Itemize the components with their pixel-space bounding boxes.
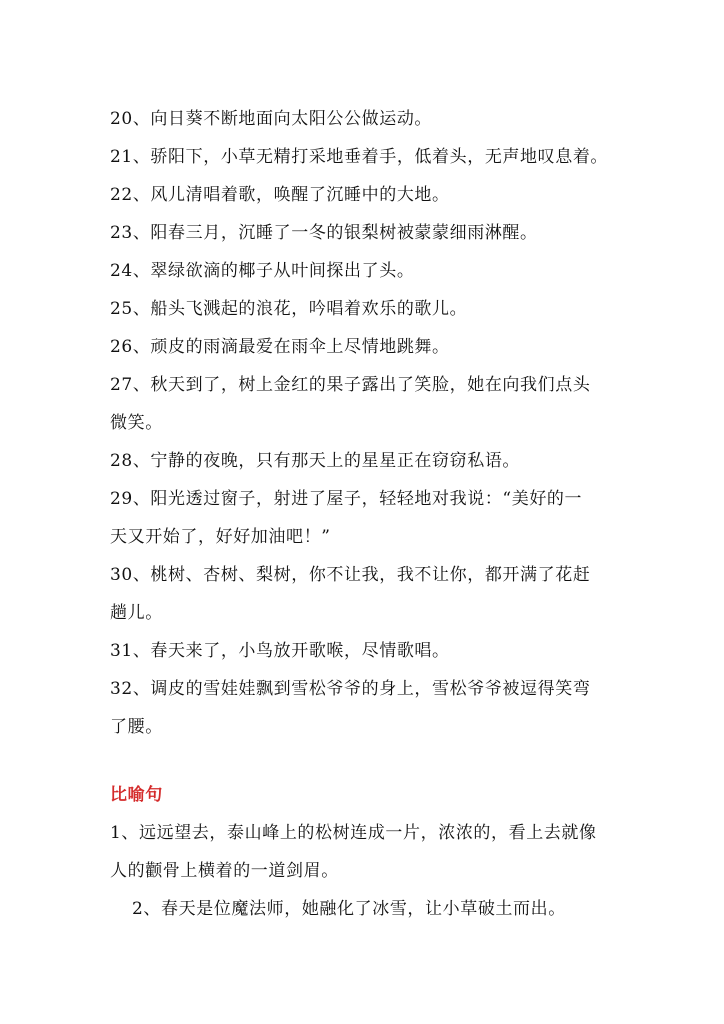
sentence-line: 29、阳光透过窗子，射进了屋子，轻轻地对我说：“美好的一	[110, 489, 583, 509]
section-spacer	[110, 746, 630, 776]
section-heading: 比喻句	[110, 785, 163, 805]
sentence-item-31	[110, 632, 630, 670]
sentence-line: 2、春天是位魔法师，她融化了冰雪，让小草破土而出。	[132, 899, 566, 919]
document-page	[110, 100, 630, 928]
sentence-item-29	[110, 480, 630, 556]
sentence-line: 32、调皮的雪娃娃飘到雪松爷爷的身上，雪松爷爷被逗得笑弯	[110, 679, 591, 699]
sentence-line: 27、秋天到了，树上金红的果子露出了笑脸，她在向我们点头	[110, 375, 591, 395]
sentence-item-26	[110, 328, 630, 366]
sentence-item-24	[110, 252, 630, 290]
sentence-item-21	[110, 138, 630, 176]
sentence-item-25	[110, 290, 630, 328]
sentence-line: 22、风儿清唱着歌，唤醒了沉睡中的大地。	[110, 185, 450, 205]
sentence-line-continued: 微笑。	[110, 413, 163, 433]
sentence-item-32	[110, 670, 630, 746]
sentence-line: 23、阳春三月，沉睡了一冬的银梨树被蒙蒙细雨淋醒。	[110, 223, 538, 243]
sentence-line: 31、春天来了，小鸟放开歌喉，尽情歌唱。	[110, 641, 450, 661]
sentence-line: 25、船头飞溅起的浪花，吟唱着欢乐的歌儿。	[110, 299, 468, 319]
sentence-item-20	[110, 100, 630, 138]
sentence-line: 26、顽皮的雨滴最爱在雨伞上尽情地跳舞。	[110, 337, 450, 357]
sentence-line-continued: 人的颧骨上横着的一道剑眉。	[110, 861, 339, 881]
metaphor-item-2	[110, 890, 630, 928]
sentence-line: 24、翠绿欲滴的椰子从叶间探出了头。	[110, 261, 415, 281]
sentence-line: 20、向日葵不断地面向太阳公公做运动。	[110, 109, 433, 129]
sentence-item-22	[110, 176, 630, 214]
sentence-item-27	[110, 366, 630, 442]
sentence-item-30	[110, 556, 630, 632]
sentence-line-continued: 了腰。	[110, 717, 163, 737]
sentence-item-23	[110, 214, 630, 252]
metaphor-item-1	[110, 814, 630, 890]
sentence-line-continued: 天又开始了，好好加油吧！”	[110, 527, 331, 547]
sentence-line: 1、远远望去，泰山峰上的松树连成一片，浓浓的，看上去就像	[110, 823, 597, 843]
sentence-line: 28、宁静的夜晚，只有那天上的星星正在窃窃私语。	[110, 451, 521, 471]
sentence-line: 30、桃树、杏树、梨树，你不让我，我不让你，都开满了花赶	[110, 565, 591, 585]
sentence-item-28	[110, 442, 630, 480]
sentence-line-continued: 趟儿。	[110, 603, 163, 623]
sentence-line: 21、骄阳下，小草无精打采地垂着手，低着头，无声地叹息着。	[110, 147, 609, 167]
